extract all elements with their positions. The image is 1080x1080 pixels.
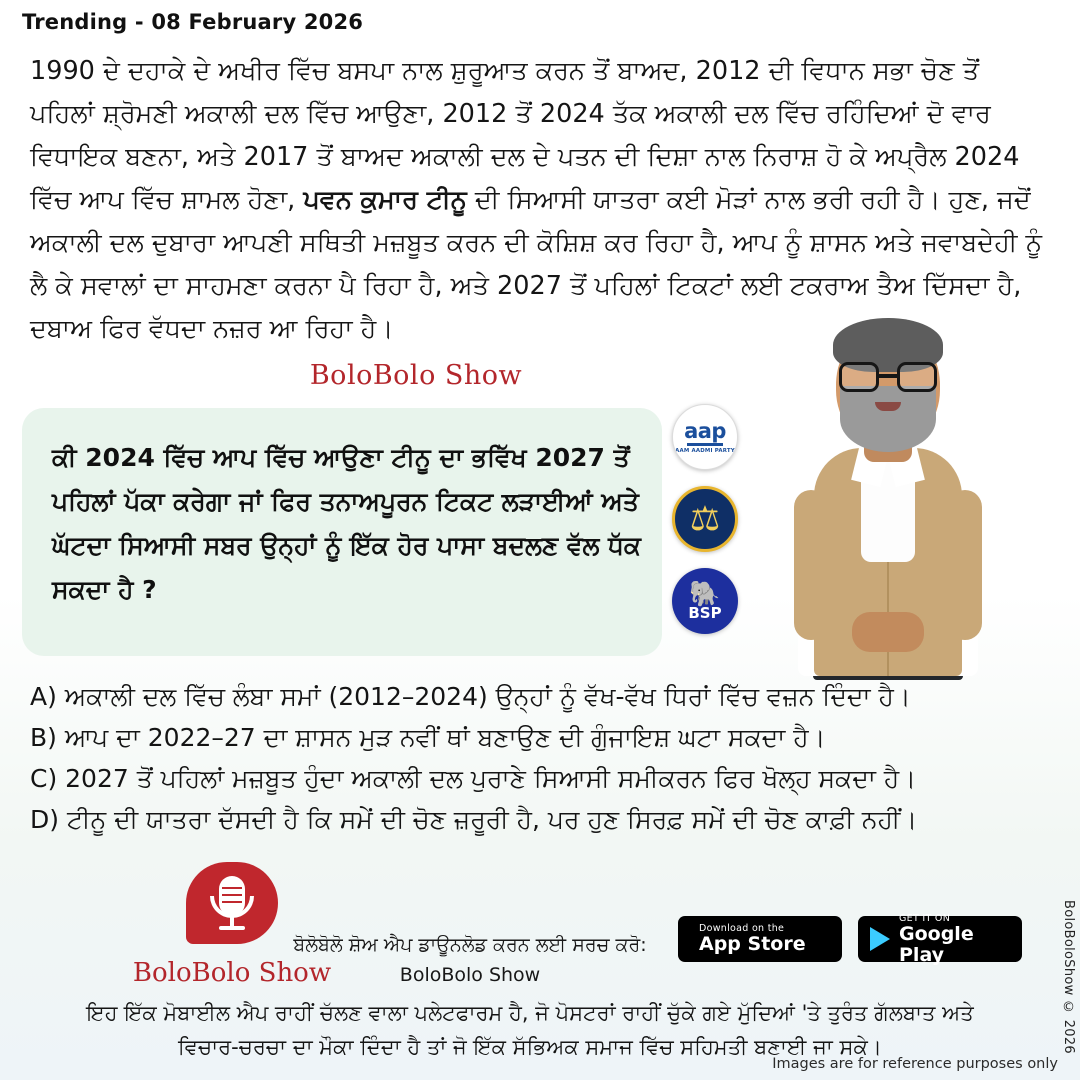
article-text-part1: 1990 ਦੇ ਦਹਾਕੇ ਦੇ ਅਖੀਰ ਵਿੱਚ ਬਸਪਾ ਨਾਲ ਸ਼ੁਰੂਆਤ ਕਰਨ ਤੋਂ ਬਾਅਦ, 2012 ਦੀ ਵਿਧਾਨ ਸਭਾ ਚੋਣ ਤੋਂ ਪਹਿਲਾਂ ਸ਼੍ਰੋਮਣੀ ਅਕਾਲੀ ਦਲ ਵਿੱਚ ਆਉਣਾ, 2012 ਤੋਂ 2024 ਤੱਕ ਅਕਾਲੀ ਦਲ ਵਿੱਚ ਰਹਿੰਦਿਆਂ ਦੋ ਵਾਰ ਵਿਧਾਇਕ ਬਣਨਾ, ਅਤੇ 2017 ਤੋਂ ਬਾਅਦ ਅਕਾਲੀ ਦਲ ਦੇ ਪਤਨ ਦੀ ਦਿਸ਼ਾ ਨਾਲ ਨਿਰਾਸ਼ ਹੋ ਕੇ ਅਪ੍ਰੈਲ 2024 ਵਿੱਚ ਆਪ ਵਿੱਚ ਸ਼ਾਮਲ ਹੋਣਾ, (30, 56, 1020, 215)
app-store-badge[interactable] (678, 916, 842, 962)
glasses-bridge (879, 374, 897, 378)
option-c[interactable]: C) 2027 ਤੋਂ ਪਹਿਲਾਂ ਮਜ਼ਬੂਤ ਹੁੰਦਾ ਅਕਾਲੀ ਦਲ ਪੁਰਾਣੇ ਸਿਆਸੀ ਸਮੀਕਰਨ ਫਿਰ ਖੋਲ੍ਹ ਸਕਦਾ ਹੈ। (30, 764, 917, 793)
copyright-vertical: BoloBoloShow © 2026 (1061, 900, 1076, 1055)
option-a[interactable]: A) ਅਕਾਲੀ ਦਲ ਵਿੱਚ ਲੰਬਾ ਸਮਾਂ (2012–2024) ਉਨ੍ਹਾਂ ਨੂੰ ਵੱਖ-ਵੱਖ ਧਿਰਾਂ ਵਿੱਚ ਵਜ਼ਨ ਦਿੰਦਾ ਹੈ। (30, 682, 911, 711)
scales-icon: ⚖ (689, 499, 721, 539)
option-b[interactable]: B) ਆਪ ਦਾ 2022–27 ਦਾ ਸ਼ਾਸਨ ਮੁੜ ਨਵੀਂ ਥਾਂ ਬਣਾਉਣ ਦੀ ਗੁੰਜਾਇਸ਼ ਘਟਾ ਸਕਦਾ ਹੈ। (30, 723, 826, 752)
app-search-promo (290, 930, 650, 990)
glasses-lens-left (839, 362, 879, 392)
bsp-logo (672, 568, 738, 634)
google-play-badge[interactable] (858, 912, 1022, 966)
option-d[interactable]: D) ਟੀਨੂ ਦੀ ਯਾਤਰਾ ਦੱਸਦੀ ਹੈ ਕਿ ਸਮੇਂ ਦੀ ਚੋਣ ਜ਼ਰੂਰੀ ਹੈ, ਪਰ ਹੁਣ ਸਿਰਫ਼ ਸਮੇਂ ਦੀ ਚੋਣ ਕਾਫ਼ੀ ਨਹੀਂ। (30, 805, 918, 834)
google-play-big-text: Google Play (899, 922, 974, 966)
aap-logo-bar (687, 443, 723, 446)
akali-dal-logo (672, 486, 738, 552)
app-promo-line-2: BoloBolo Show (399, 964, 541, 986)
question-card (22, 408, 662, 656)
brand-wordmark: BoloBolo Show (309, 360, 523, 391)
app-promo-line-1: ਬੋਲੋਬੋਲੋ ਸ਼ੋਅ ਐਪ ਡਾਊਨਲੋਡ ਕਰਨ ਲਈ ਸਰਚ ਕਰੋ: (293, 934, 647, 956)
question-text: ਕੀ 2024 ਵਿੱਚ ਆਪ ਵਿੱਚ ਆਉਣਾ ਟੀਨੂ ਦਾ ਭਵਿੱਖ 2027 ਤੋਂ ਪਹਿਲਾਂ ਪੱਕਾ ਕਰੇਗਾ ਜਾਂ ਫਿਰ ਤਨਾਅਪੂਰਨ ਟਿਕਟ ਲੜਾਈਆਂ ਅਤੇ ਘੱਟਦਾ ਸਿਆਸੀ ਸਬਰ ਉਨ੍ਹਾਂ ਨੂੰ ਇੱਕ ਹੋਰ ਪਾਸਾ ਬਦਲਣ ਵੱਲ ਧੱਕ ਸਕਦਾ ਹੈ ? (52, 443, 641, 604)
article-text-part2: ਦੀ ਸਿਆਸੀ ਯਾਤਰਾ ਕਈ ਮੋੜਾਂ ਨਾਲ ਭਰੀ ਰਹੀ ਹੈ। ਹੁਣ, ਜਦੋਂ ਅਕਾਲੀ ਦਲ ਦੁਬਾਰਾ ਆਪਣੀ ਸਥਿਤੀ ਮਜ਼ਬੂਤ ਕਰਨ ਦੀ ਕੋਸ਼ਿਸ਼ ਕਰ ਰਿਹਾ ਹੈ, ਆਪ ਨੂੰ ਸ਼ਾਸਨ ਅਤੇ ਜਵਾਬਦੇਹੀ ਨੂੰ ਲੈ ਕੇ ਸਵਾਲਾਂ ਦਾ ਸਾਹਮਣਾ ਕਰਨਾ ਪੈ ਰਿਹਾ ਹੈ, ਅਤੇ 2027 ਤੋਂ ਪਹਿਲਾਂ ਟਿਕਟਾਂ ਲਈ ਟਕਰਾਅ ਤੈਅ ਦਿੱਸਦਾ ਹੈ, ਦਬਾਅ ਫਿਰ ਵੱਧਦਾ ਨਜ਼ਰ ਆ ਰਿਹਾ ਹੈ। (30, 185, 1043, 344)
elephant-icon: 🐘 (689, 578, 721, 608)
politician-portrait (790, 290, 986, 676)
glasses-lens-right (897, 362, 937, 392)
google-play-small-text: GET IT ON (899, 912, 951, 924)
platform-disclaimer: ਇਹ ਇੱਕ ਮੋਬਾਈਲ ਐਪ ਰਾਹੀਂ ਚੱਲਣ ਵਾਲਾ ਪਲੇਟਫਾਰਮ ਹੈ, ਜੋ ਪੋਸਟਰਾਂ ਰਾਹੀਂ ਚੁੱਕੇ ਗਏ ਮੁੱਦਿਆਂ 'ਤੇ ਤੁਰੰਤ ਗੱਲਬਾਤ ਅਤੇ ਵਿਚਾਰ-ਚਰਚਾ ਦਾ ਮੌਕਾ ਦਿੰਦਾ ਹੈ ਤਾਂ ਜੋ ਇੱਕ ਸੱਭਿਅਕ ਸਮਾਜ ਵਿੱਚ ਸਹਿਮਤੀ ਬਣਾਈ ਜਾ ਸਕੇ। (86, 1001, 974, 1059)
trending-header: Trending - 08 February 2026 (22, 10, 364, 34)
portrait-hands (852, 612, 924, 652)
app-store-big-text: App Store (699, 933, 806, 955)
party-logo-column (672, 404, 748, 650)
footer-brand-name: BoloBolo Show (132, 958, 332, 988)
google-play-icon (870, 927, 890, 951)
microphone-bubble-icon (186, 862, 278, 954)
aap-logo (672, 404, 738, 470)
bsp-logo-word: BSP (688, 603, 722, 622)
store-badges (678, 912, 1022, 966)
portrait-beard (840, 386, 936, 452)
image-reference-note: Images are for reference purposes only (772, 1056, 1058, 1072)
aap-logo-subtitle: AAM AADMI PARTY (675, 447, 735, 454)
aap-logo-word: aap (684, 418, 726, 443)
portrait-glasses (837, 362, 939, 392)
mic-base (219, 926, 245, 930)
answer-options (30, 676, 1050, 840)
person-name-highlight: ਪਵਨ ਕੁਮਾਰ ਟੀਨੂ (303, 185, 467, 215)
app-store-small-text: Download on the (699, 923, 785, 934)
